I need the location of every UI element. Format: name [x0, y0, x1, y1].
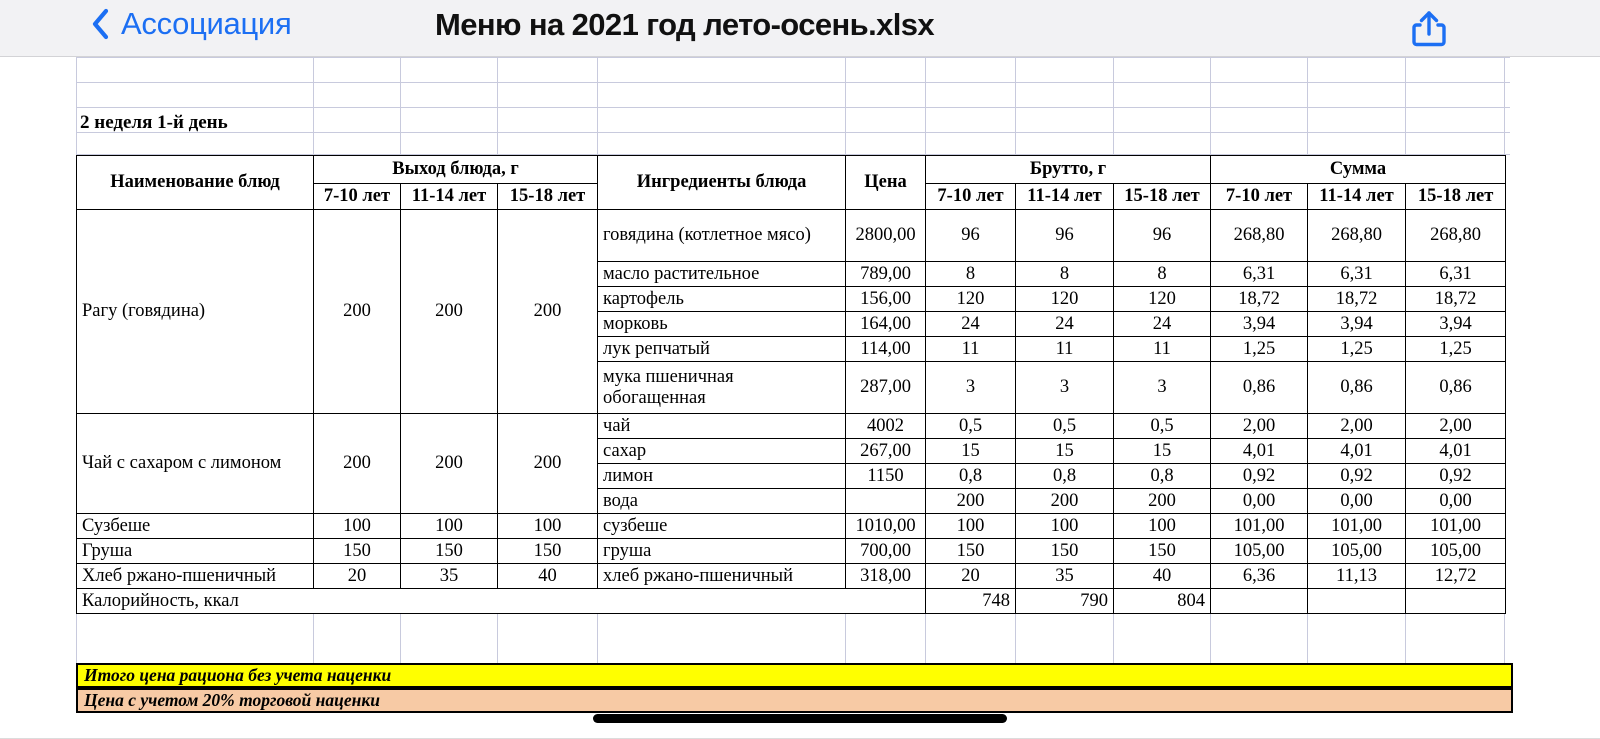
calories-value-age-3: 804: [1114, 589, 1211, 614]
cell-ingredient: масло растительное: [598, 262, 846, 287]
cell-sum-age-1: 0,00: [1211, 489, 1308, 514]
cell-brutto-age-2: 200: [1016, 489, 1114, 514]
cell-sum-age-3: 1,25: [1406, 337, 1506, 362]
cell-dish-name: Чай с сахаром с лимоном: [77, 414, 314, 514]
header-brutto-group: Брутто, г: [926, 156, 1211, 184]
markup-price-label: Цена с учетом 20% торговой наценки: [84, 690, 380, 710]
cell-ingredient: лук репчатый: [598, 337, 846, 362]
cell-brutto-age-2: 11: [1016, 337, 1114, 362]
cell-price: [846, 489, 926, 514]
cell-price: 267,00: [846, 439, 926, 464]
header-output-age-2: 11-14 лет: [401, 184, 498, 210]
chevron-left-icon: [92, 9, 109, 39]
cell-sum-age-3: 12,72: [1406, 564, 1506, 589]
cell-output-age-1: 20: [314, 564, 401, 589]
header-output-age-3: 15-18 лет: [498, 184, 598, 210]
cell-sum-age-3: 0,86: [1406, 362, 1506, 414]
header-sum-age-1: 7-10 лет: [1211, 184, 1308, 210]
cell-brutto-age-2: 8: [1016, 262, 1114, 287]
cell-output-age-2: 200: [401, 414, 498, 514]
cell-brutto-age-2: 3: [1016, 362, 1114, 414]
cell-sum-age-3: 2,00: [1406, 414, 1506, 439]
cell-price: 700,00: [846, 539, 926, 564]
calories-blank-2: [1308, 589, 1406, 614]
cell-price: 789,00: [846, 262, 926, 287]
cell-sum-age-3: 4,01: [1406, 439, 1506, 464]
back-button[interactable]: [92, 6, 291, 42]
cell-sum-age-2: 11,13: [1308, 564, 1406, 589]
cell-brutto-age-1: 0,8: [926, 464, 1016, 489]
cell-brutto-age-1: 24: [926, 312, 1016, 337]
table-row: [77, 514, 1506, 539]
calories-blank-1: [1211, 589, 1308, 614]
header-sum-group: Сумма: [1211, 156, 1506, 184]
cell-brutto-age-2: 150: [1016, 539, 1114, 564]
cell-brutto-age-2: 0,5: [1016, 414, 1114, 439]
calories-value-age-2: 790: [1016, 589, 1114, 614]
cell-ingredient: сузбеше: [598, 514, 846, 539]
cell-brutto-age-1: 100: [926, 514, 1016, 539]
cell-output-age-1: 200: [314, 210, 401, 414]
cell-sum-age-2: 101,00: [1308, 514, 1406, 539]
navigation-bar: [0, 0, 1600, 57]
cell-brutto-age-2: 0,8: [1016, 464, 1114, 489]
cell-dish-name: Рагу (говядина): [77, 210, 314, 414]
cell-brutto-age-3: 11: [1114, 337, 1211, 362]
table-row: [77, 210, 1506, 262]
cell-brutto-age-3: 96: [1114, 210, 1211, 262]
cell-brutto-age-3: 100: [1114, 514, 1211, 539]
cell-sum-age-1: 6,36: [1211, 564, 1308, 589]
cell-ingredient: сахар: [598, 439, 846, 464]
cell-price: 287,00: [846, 362, 926, 414]
cell-output-age-3: 40: [498, 564, 598, 589]
header-output-group: Выход блюда, г: [314, 156, 598, 184]
cell-ingredient: груша: [598, 539, 846, 564]
header-price: Цена: [846, 156, 926, 210]
cell-brutto-age-3: 8: [1114, 262, 1211, 287]
cell-output-age-3: 200: [498, 210, 598, 414]
total-price-label: Итого цена рациона без учета наценки: [84, 665, 392, 685]
cell-sum-age-2: 1,25: [1308, 337, 1406, 362]
cell-sum-age-2: 6,31: [1308, 262, 1406, 287]
cell-brutto-age-2: 120: [1016, 287, 1114, 312]
cell-brutto-age-1: 3: [926, 362, 1016, 414]
cell-brutto-age-3: 0,5: [1114, 414, 1211, 439]
document-title: Меню на 2021 год лето-осень.xlsx: [435, 7, 935, 42]
cell-ingredient: мука пшеничная обогащенная: [598, 362, 846, 414]
cell-output-age-2: 150: [401, 539, 498, 564]
cell-brutto-age-2: 35: [1016, 564, 1114, 589]
cell-price: 2800,00: [846, 210, 926, 262]
table-footer: [77, 589, 1506, 614]
cell-output-age-1: 200: [314, 414, 401, 514]
cell-sum-age-1: 0,86: [1211, 362, 1308, 414]
header-brutto-age-1: 7-10 лет: [926, 184, 1016, 210]
cell-output-age-2: 100: [401, 514, 498, 539]
cell-output-age-3: 200: [498, 414, 598, 514]
cell-ingredient: морковь: [598, 312, 846, 337]
cell-ingredient: хлеб ржано-пшеничный: [598, 564, 846, 589]
cell-price: 1150: [846, 464, 926, 489]
share-button[interactable]: [1408, 8, 1450, 50]
cell-brutto-age-3: 0,8: [1114, 464, 1211, 489]
markup-price-row: [76, 688, 1513, 713]
cell-brutto-age-1: 150: [926, 539, 1016, 564]
cell-sum-age-1: 101,00: [1211, 514, 1308, 539]
cell-sum-age-2: 0,86: [1308, 362, 1406, 414]
cell-sum-age-2: 0,92: [1308, 464, 1406, 489]
cell-price: 114,00: [846, 337, 926, 362]
cell-output-age-2: 200: [401, 210, 498, 414]
cell-price: 318,00: [846, 564, 926, 589]
table-header: [77, 156, 1506, 210]
cell-sum-age-1: 105,00: [1211, 539, 1308, 564]
calories-label: Калорийность, ккал: [77, 589, 926, 614]
table-body: [77, 210, 1506, 589]
cell-brutto-age-3: 200: [1114, 489, 1211, 514]
share-icon: [1408, 8, 1450, 50]
header-output-age-1: 7-10 лет: [314, 184, 401, 210]
cell-brutto-age-3: 3: [1114, 362, 1211, 414]
table-row: [77, 564, 1506, 589]
back-button-label: Ассоциация: [121, 6, 292, 41]
cell-dish-name: Хлеб ржано-пшеничный: [77, 564, 314, 589]
cell-output-age-3: 150: [498, 539, 598, 564]
cell-price: 156,00: [846, 287, 926, 312]
cell-ingredient: говядина (котлетное мясо): [598, 210, 846, 262]
header-dish-name: Наименование блюд: [77, 156, 314, 210]
header-ingredients: Ингредиенты блюда: [598, 156, 846, 210]
cell-brutto-age-3: 150: [1114, 539, 1211, 564]
cell-dish-name: Сузбеше: [77, 514, 314, 539]
cell-sum-age-3: 0,92: [1406, 464, 1506, 489]
cell-brutto-age-3: 24: [1114, 312, 1211, 337]
calories-blank-3: [1406, 589, 1506, 614]
cell-sum-age-2: 268,80: [1308, 210, 1406, 262]
cell-price: 1010,00: [846, 514, 926, 539]
cell-brutto-age-1: 15: [926, 439, 1016, 464]
cell-brutto-age-2: 100: [1016, 514, 1114, 539]
cell-sum-age-3: 6,31: [1406, 262, 1506, 287]
cell-brutto-age-3: 15: [1114, 439, 1211, 464]
week-day-label: 2 неделя 1-й день: [80, 112, 228, 133]
cell-brutto-age-1: 11: [926, 337, 1016, 362]
cell-brutto-age-3: 40: [1114, 564, 1211, 589]
table-row: [77, 539, 1506, 564]
cell-price: 164,00: [846, 312, 926, 337]
cell-output-age-3: 100: [498, 514, 598, 539]
cell-brutto-age-1: 0,5: [926, 414, 1016, 439]
table-row: [77, 414, 1506, 439]
header-brutto-age-3: 15-18 лет: [1114, 184, 1211, 210]
spreadsheet-canvas[interactable]: [0, 57, 1600, 710]
cell-brutto-age-1: 96: [926, 210, 1016, 262]
header-sum-age-3: 15-18 лет: [1406, 184, 1506, 210]
cell-brutto-age-1: 120: [926, 287, 1016, 312]
cell-sum-age-2: 2,00: [1308, 414, 1406, 439]
cell-sum-age-1: 6,31: [1211, 262, 1308, 287]
cell-dish-name: Груша: [77, 539, 314, 564]
cell-sum-age-3: 105,00: [1406, 539, 1506, 564]
cell-ingredient: лимон: [598, 464, 846, 489]
cell-brutto-age-2: 15: [1016, 439, 1114, 464]
cell-brutto-age-2: 24: [1016, 312, 1114, 337]
cell-sum-age-3: 18,72: [1406, 287, 1506, 312]
cell-sum-age-3: 0,00: [1406, 489, 1506, 514]
cell-sum-age-1: 0,92: [1211, 464, 1308, 489]
cell-sum-age-2: 3,94: [1308, 312, 1406, 337]
cell-sum-age-2: 4,01: [1308, 439, 1406, 464]
cell-sum-age-3: 268,80: [1406, 210, 1506, 262]
cell-output-age-1: 150: [314, 539, 401, 564]
cell-sum-age-1: 1,25: [1211, 337, 1308, 362]
cell-brutto-age-1: 20: [926, 564, 1016, 589]
cell-sum-age-1: 268,80: [1211, 210, 1308, 262]
cell-sum-age-1: 4,01: [1211, 439, 1308, 464]
cell-sum-age-2: 18,72: [1308, 287, 1406, 312]
cell-sum-age-3: 101,00: [1406, 514, 1506, 539]
total-price-row: [76, 663, 1513, 688]
cell-sum-age-1: 3,94: [1211, 312, 1308, 337]
cell-sum-age-3: 3,94: [1406, 312, 1506, 337]
cell-ingredient: картофель: [598, 287, 846, 312]
cell-output-age-2: 35: [401, 564, 498, 589]
cell-ingredient: чай: [598, 414, 846, 439]
cell-price: 4002: [846, 414, 926, 439]
cell-brutto-age-1: 200: [926, 489, 1016, 514]
cell-output-age-1: 100: [314, 514, 401, 539]
cell-sum-age-2: 0,00: [1308, 489, 1406, 514]
cell-ingredient: вода: [598, 489, 846, 514]
header-sum-age-2: 11-14 лет: [1308, 184, 1406, 210]
header-brutto-age-2: 11-14 лет: [1016, 184, 1114, 210]
cell-brutto-age-1: 8: [926, 262, 1016, 287]
menu-table: [76, 155, 1506, 614]
home-indicator: [593, 714, 1007, 723]
cell-sum-age-2: 105,00: [1308, 539, 1406, 564]
cell-brutto-age-3: 120: [1114, 287, 1211, 312]
cell-brutto-age-2: 96: [1016, 210, 1114, 262]
cell-sum-age-1: 18,72: [1211, 287, 1308, 312]
cell-sum-age-1: 2,00: [1211, 414, 1308, 439]
calories-value-age-1: 748: [926, 589, 1016, 614]
